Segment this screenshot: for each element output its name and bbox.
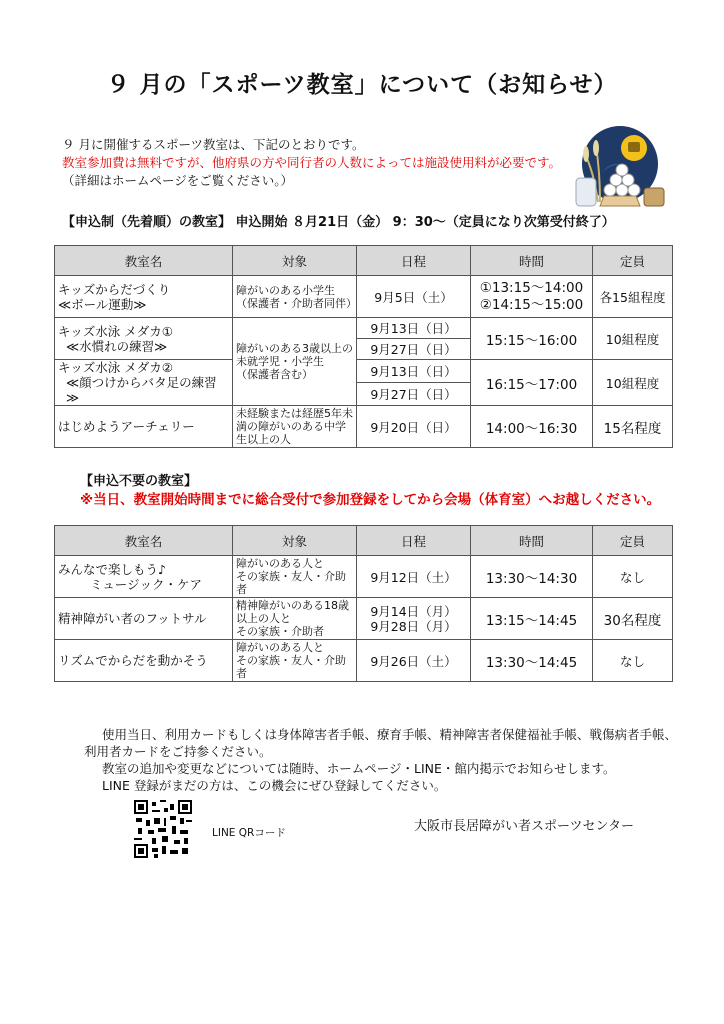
class-date: 9月27日（日） — [357, 383, 471, 406]
class-capacity: なし — [593, 556, 673, 598]
walk-in-notice: ※当日、教室開始時間までに総合受付で参加登録をしてから会場（体育室）へお越しください。 — [80, 492, 661, 508]
header-class: 教室名 — [55, 246, 233, 276]
intro-line-3: （詳細はホームページをご覧ください。） — [62, 173, 294, 188]
class-target: 障がいのある3歳以上の 未就学児・小学生 （保護者含む） — [233, 318, 357, 406]
class-name: キッズ水泳 メダカ① ≪水慣れの練習≫ — [55, 318, 233, 360]
class-date: 9月5日（土） — [357, 276, 471, 318]
class-capacity: 15名程度 — [593, 406, 673, 448]
footer-line-1: 使用当日、利用カードもしくは身体障害者手帳、療育手帳、精神障害者保健福祉手帳、戦傷病者手帳、 — [102, 727, 678, 742]
class-date: 9月12日（土） — [357, 556, 471, 598]
class-date: 9月13日（日） — [357, 360, 471, 383]
class-name: キッズからだづくり ≪ボール運動≫ — [55, 276, 233, 318]
header-target: 対象 — [233, 246, 357, 276]
class-time: 13:30～14:45 — [471, 640, 593, 682]
class-name: 精神障がい者のフットサル — [55, 598, 233, 640]
header-date: 日程 — [357, 526, 471, 556]
walk-in-class-table — [54, 525, 673, 682]
class-date: 9月13日（日） — [357, 318, 471, 339]
table-row — [55, 318, 673, 339]
table-header-row — [55, 526, 673, 556]
page-title: ９ 月の「スポーツ教室」について（お知らせ） — [106, 72, 618, 98]
footer-line-2: 利用者カードをご持参ください。 — [84, 744, 272, 759]
class-capacity: 10組程度 — [593, 360, 673, 406]
class-date: 9月26日（土） — [357, 640, 471, 682]
class-date: 9月20日（日） — [357, 406, 471, 448]
header-class: 教室名 — [55, 526, 233, 556]
class-date: 9月14日（月） 9月28日（月） — [357, 598, 471, 640]
section2-heading: 【申込不要の教室】 — [80, 474, 198, 489]
class-target: 障がいのある人と その家族・友人・介助者 — [233, 640, 357, 682]
class-time: 15:15～16:00 — [471, 318, 593, 360]
class-name: みんなで楽しもう♪ ミュージック・ケア — [55, 556, 233, 598]
class-target: 障がいのある小学生 （保護者・介助者同伴） — [233, 276, 357, 318]
header-time: 時間 — [471, 246, 593, 276]
class-capacity: 10組程度 — [593, 318, 673, 360]
header-time: 時間 — [471, 526, 593, 556]
table-row — [55, 406, 673, 448]
signup-class-table — [54, 245, 673, 448]
table-row — [55, 640, 673, 682]
line-qr-code-icon[interactable] — [134, 800, 192, 858]
class-date: 9月27日（日） — [357, 339, 471, 360]
table-row — [55, 360, 673, 383]
class-target: 障がいのある人と その家族・友人・介助者 — [233, 556, 357, 598]
class-time: ①13:15～14:00 ②14:15～15:00 — [471, 276, 593, 318]
class-capacity: 各15組程度 — [593, 276, 673, 318]
class-target: 精神障がいのある18歳 以上の人と その家族・介助者 — [233, 598, 357, 640]
footer-line-4: LINE 登録がまだの方は、この機会にぜひ登録してください。 — [102, 778, 447, 793]
intro-line-1: ９ 月に開催するスポーツ教室は、下記のとおりです。 — [62, 137, 365, 152]
moon-icon — [574, 122, 666, 208]
intro-fee-note: 教室参加費は無料ですが、他府県の方や同行者の人数によっては施設使用料が必要です。 — [62, 155, 562, 170]
class-capacity: 30名程度 — [593, 598, 673, 640]
table-row — [55, 276, 673, 318]
footer-line-3: 教室の追加や変更などについては随時、ホームページ・LINE・館内掲示でお知らせします。 — [102, 761, 616, 776]
table-header-row — [55, 246, 673, 276]
class-time: 14:00～16:30 — [471, 406, 593, 448]
header-target: 対象 — [233, 526, 357, 556]
header-date: 日程 — [357, 246, 471, 276]
class-time: 13:30～14:30 — [471, 556, 593, 598]
class-name: リズムでからだを動かそう — [55, 640, 233, 682]
qr-label: LINE QRコード — [212, 827, 286, 839]
class-name: はじめようアーチェリー — [55, 406, 233, 448]
header-capacity: 定員 — [593, 526, 673, 556]
intro-text — [62, 136, 561, 190]
organization-name: 大阪市長居障がい者スポーツセンター — [414, 819, 634, 834]
class-name: キッズ水泳 メダカ② ≪顔つけからバタ足の練習≫ — [55, 360, 233, 406]
class-target: 未経験または経歴5年未 満の障がいのある中学 生以上の人 — [233, 406, 357, 448]
class-time: 13:15～14:45 — [471, 598, 593, 640]
table-row — [55, 556, 673, 598]
class-time: 16:15～17:00 — [471, 360, 593, 406]
table-row — [55, 598, 673, 640]
section1-heading: 【申込制（先着順）の教室】 申込開始 ８月21日（金） 9：30～（定員になり次第受付終了） — [62, 215, 615, 230]
footer-notes — [84, 726, 678, 794]
header-capacity: 定員 — [593, 246, 673, 276]
class-capacity: なし — [593, 640, 673, 682]
